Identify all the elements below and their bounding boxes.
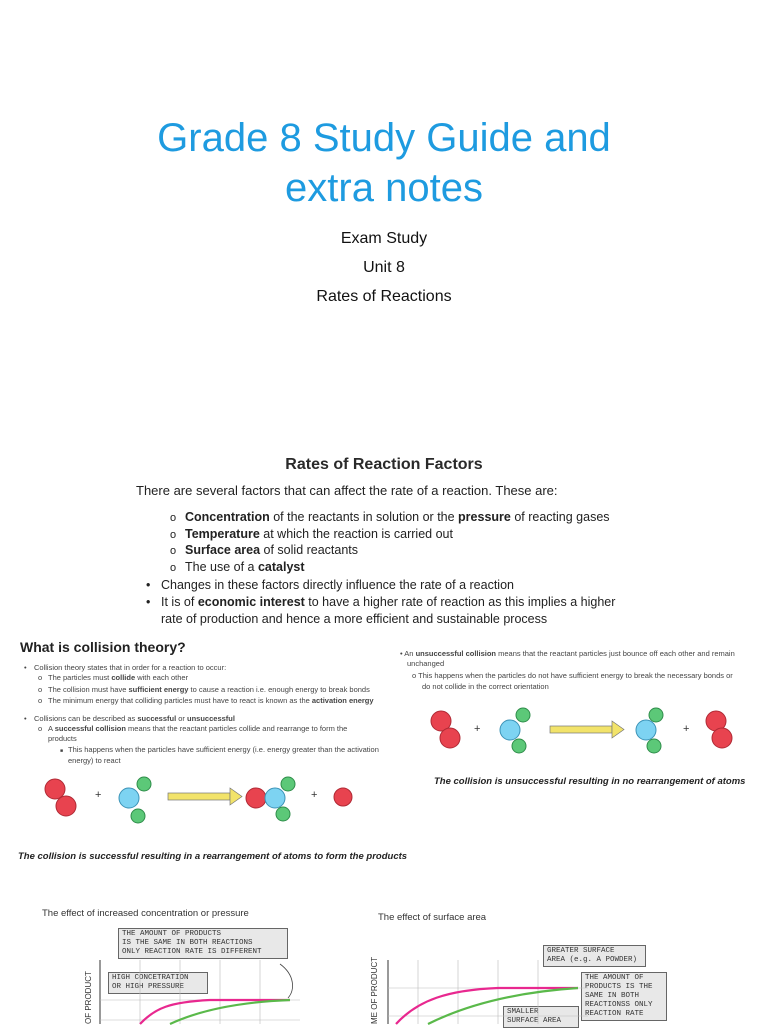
graph-left-ylabel: OF PRODUCT	[84, 971, 93, 1024]
ct-line-7: ■ This happens when the particles have sufficient energy (i.e. energy greater than the activation	[60, 745, 379, 756]
unchanged-blue-green-molecule	[636, 708, 663, 753]
ct-right-line-1: • An unsuccessful collision means that the reactant particles just bounce off each other and remain	[400, 649, 735, 658]
ct-line-5: • Collisions can be described as successful or unsuccessful	[24, 714, 235, 724]
graph-right-plot	[388, 960, 588, 1024]
page-title	[0, 113, 768, 213]
collision-theory-heading: What is collision theory?	[20, 639, 186, 655]
graph-right-title: The effect of surface area	[378, 912, 487, 923]
callout-arrow-left	[280, 964, 293, 998]
ct-line-2: o The particles must collide with each other	[38, 673, 188, 683]
unchanged-red-molecule	[706, 711, 732, 748]
reaction-arrow	[168, 788, 242, 805]
plus-sign-1: +	[95, 789, 102, 801]
ct-line-6-cont: products	[48, 734, 77, 743]
reactant-red-molecule-r	[431, 711, 460, 748]
subtitle-exam-study: Exam Study	[340, 230, 428, 247]
reaction-arrow-r	[550, 721, 624, 738]
unsuccessful-collision-diagram	[420, 703, 760, 759]
curve-greater-surface	[396, 988, 578, 1024]
graph-right-callout-smaller: SMALLER SURFACE AREA	[503, 1006, 579, 1028]
plus-sign-r1: +	[474, 723, 481, 735]
factors-intro: There are several factors that can affect the rate of a reaction. These are:	[136, 483, 558, 498]
factors-bullet-2: • It is of economic interest to have a higher rate of reaction as this implies a higher	[146, 595, 615, 609]
factor-temperature: o Temperature at which the reaction is carried out	[170, 527, 453, 541]
ct-right-line-2-cont: do not collide in the correct orientation	[422, 682, 549, 691]
factors-bullet-1: • Changes in these factors directly influence the rate of a reaction	[146, 578, 514, 592]
reactant-blue-green-molecule-r	[500, 708, 530, 753]
graph-right-callout-greater: GREATER SURFACE AREA (e.g. A POWDER)	[543, 945, 646, 967]
ct-right-line-1-cont: unchanged	[407, 659, 445, 668]
graph-left-title: The effect of increased concentration or pressure	[42, 908, 249, 919]
title-line-2: extra notes	[285, 166, 483, 210]
factor-concentration: o Concentration of the reactants in solution or the pressure of reacting gases	[170, 510, 610, 524]
ct-line-6: o A successful collision means that the reactant particles collide and rearrange to form the	[38, 724, 347, 734]
ct-line-4: o The minimum energy that colliding particles must have to react is known as the activation energy	[38, 696, 374, 706]
graph-left-plot	[100, 960, 300, 1024]
factors-bullet-2-cont: rate of production and hence a more efficient and sustainable process	[161, 612, 548, 626]
curve-low-concentration	[170, 1000, 290, 1024]
ct-line-1: • Collision theory states that in order for a reaction to occur:	[24, 663, 226, 673]
graph-right-grid	[388, 960, 588, 1024]
subtitle-unit: Unit 8	[363, 259, 405, 276]
graph-right-ylabel: ME OF PRODUCT	[370, 956, 379, 1024]
ct-right-line-2: o This happens when the particles do not have sufficient energy to break the necessary bonds or	[412, 671, 733, 680]
successful-collision-diagram	[0, 770, 400, 832]
factor-surface-area: o Surface area of solid reactants	[170, 543, 358, 557]
product-molecule	[246, 777, 295, 821]
reactant-blue-green-molecule	[119, 777, 151, 823]
product-red-atom	[334, 788, 352, 806]
curve-high-concentration	[140, 1000, 290, 1024]
graph-left-grid	[100, 960, 300, 1024]
title-line-1: Grade 8 Study Guide and	[157, 116, 611, 160]
graph-left-callout-concentration: HIGH CONCETRATION OR HIGH PRESSURE	[108, 972, 208, 994]
graph-right-callout-amount: THE AMOUNT OF PRODUCTS IS THE SAME IN BOTH REACTIONSS ONLY REACTION RATE	[581, 972, 667, 1021]
ct-line-3: o The collision must have sufficient energy to cause a reaction i.e. enough energy to break bonds	[38, 685, 370, 695]
subtitle-topic: Rates of Reactions	[316, 288, 452, 305]
factor-catalyst: o The use of a catalyst	[170, 560, 305, 574]
caption-unsuccessful: The collision is unsuccessful resulting in no rearrangement of atoms	[434, 776, 746, 787]
factors-heading: Rates of Reaction Factors	[285, 456, 483, 473]
caption-successful: The collision is successful resulting in a rearrangement of atoms to form the products	[18, 851, 408, 862]
plus-sign-r2: +	[683, 723, 690, 735]
graph-left-callout-amount: THE AMOUNT OF PRODUCTS IS THE SAME IN BOTH REACTIONS ONLY REACTION RATE IS DIFFERENT	[118, 928, 288, 959]
reactant-red-molecule	[45, 779, 76, 816]
ct-line-7-cont: energy) to react	[68, 756, 121, 765]
plus-sign-2: +	[311, 789, 318, 801]
